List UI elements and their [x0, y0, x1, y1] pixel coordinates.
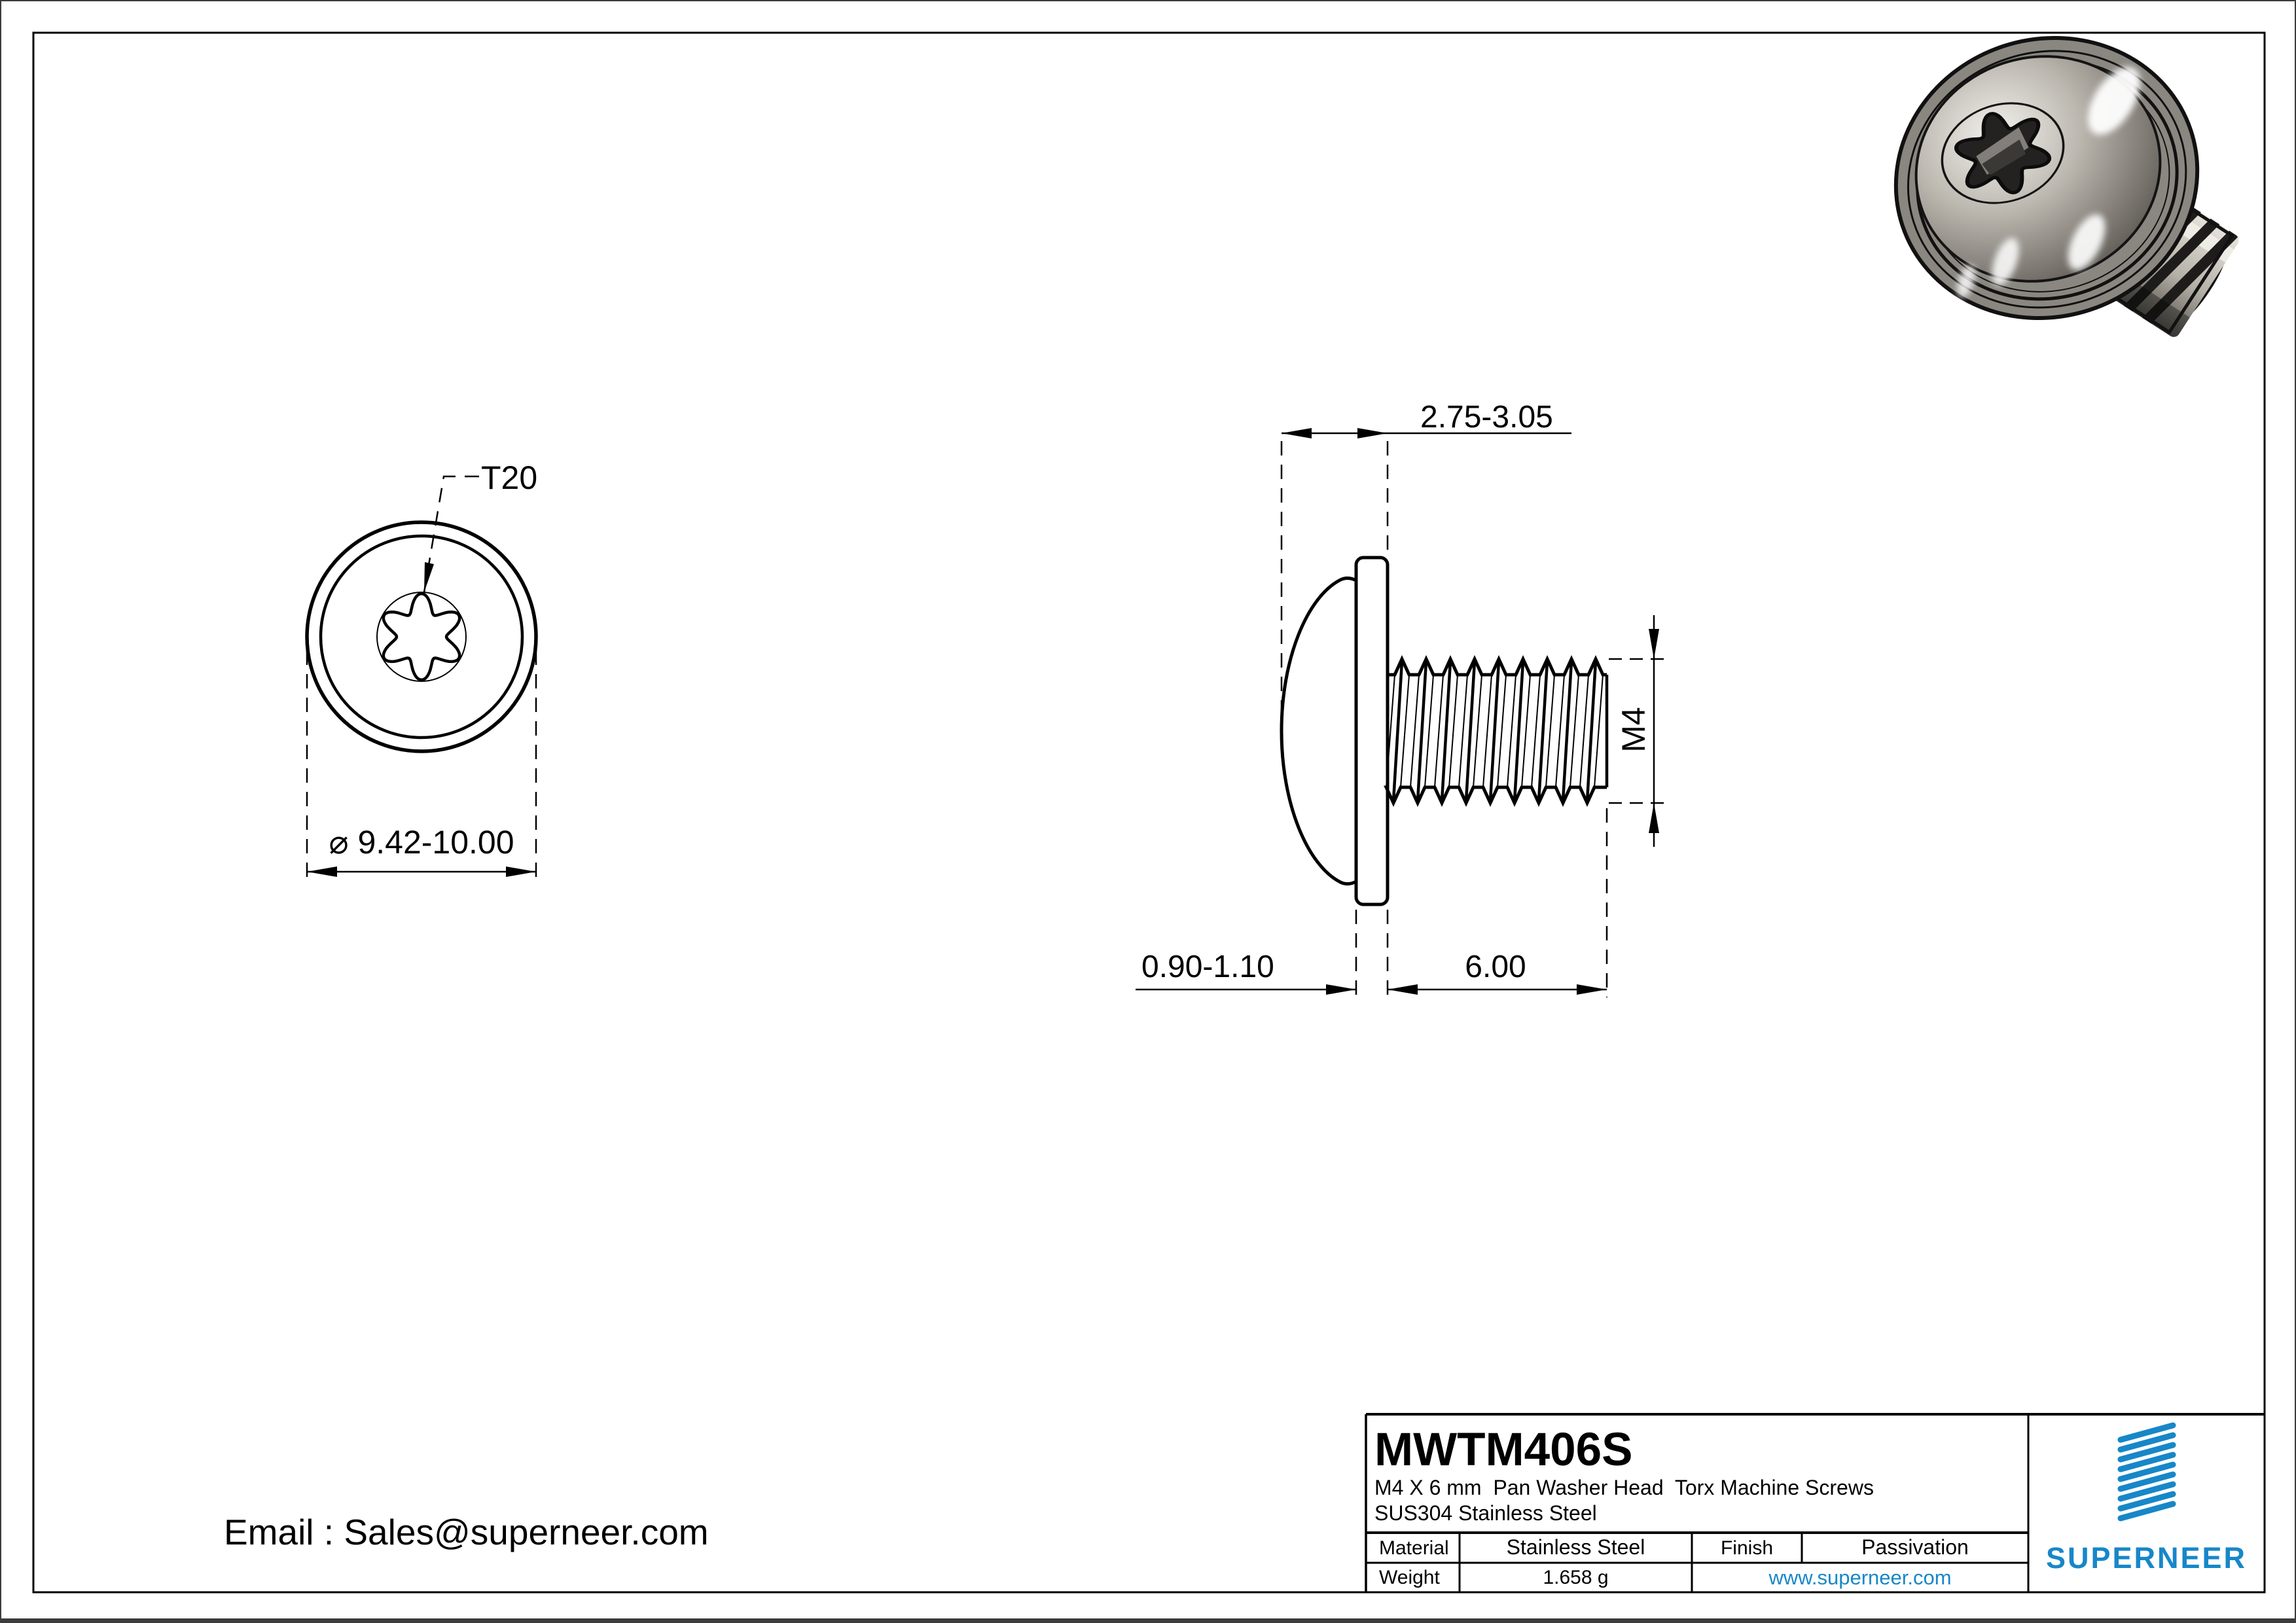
generated-linework — [1459, 675, 1467, 787]
washer-thickness-dimension: 0.90-1.10 — [1141, 950, 1274, 984]
thread-size-dimension: M4 — [1615, 707, 1652, 753]
side-view — [1136, 428, 1670, 997]
t20-leader-arrow — [424, 562, 434, 592]
arrowhead — [506, 866, 536, 877]
generated-linework — [1498, 675, 1506, 787]
generated-linework — [1425, 675, 1433, 787]
arrowhead — [1282, 428, 1312, 438]
finish-value: Passivation — [1861, 1535, 1969, 1559]
weight-label: Weight — [1379, 1567, 1440, 1588]
head-height-dimension: 2.75-3.05 — [1420, 400, 1553, 435]
torx-recess-outline — [384, 594, 459, 680]
generated-linework — [1570, 675, 1579, 787]
generated-linework — [1532, 675, 1540, 787]
material-label: Material — [1379, 1537, 1449, 1559]
head-dome-profile — [1282, 578, 1357, 883]
arrowhead — [1326, 984, 1356, 995]
part-description-line2: SUS304 Stainless Steel — [1374, 1501, 1597, 1525]
arrowhead — [1577, 984, 1607, 995]
generated-linework — [1449, 675, 1458, 787]
generated-linework — [1410, 675, 1419, 787]
arrowhead — [1357, 428, 1388, 438]
superneer-flag-icon — [2121, 1425, 2173, 1518]
thread-length-dimension: 6.00 — [1465, 950, 1526, 984]
contact-email: Email : Sales@superneer.com — [224, 1512, 709, 1552]
generated-linework — [384, 594, 459, 680]
generated-linework — [1435, 675, 1443, 787]
generated-linework — [1546, 675, 1554, 787]
generated-linework — [1401, 675, 1409, 787]
generated-linework — [1507, 675, 1516, 787]
washer-flange-profile — [1356, 558, 1388, 904]
head-diameter-dimension — [304, 826, 539, 859]
arrowhead — [1649, 803, 1659, 833]
weight-value: 1.658 g — [1543, 1567, 1609, 1588]
finish-label: Finish — [1720, 1537, 1774, 1559]
generated-linework — [1594, 675, 1603, 787]
generated-linework — [1556, 675, 1564, 787]
brand-logo-text: SUPERNEER — [2045, 1541, 2248, 1575]
arrowhead — [1388, 984, 1418, 995]
arrowhead — [307, 866, 337, 877]
generated-linework — [1580, 675, 1588, 787]
torx-size-label: T20 — [481, 459, 538, 496]
website-link[interactable]: www.superneer.com — [1768, 1566, 1952, 1589]
diameter-value: 9.42-10.00 — [357, 824, 514, 861]
part-description-line1: M4 X 6 mm Pan Washer Head Torx Machine Screws — [1374, 1476, 1874, 1499]
generated-linework — [1483, 675, 1492, 787]
cad-drawing — [1, 1, 2296, 1623]
thread-profile — [1386, 659, 1607, 803]
front-view — [307, 476, 536, 883]
part-number: MWTM406S — [1374, 1424, 1633, 1476]
generated-linework — [1473, 675, 1482, 787]
diameter-symbol: ⌀ — [329, 824, 349, 861]
material-value: Stainless Steel — [1506, 1535, 1645, 1559]
arrowhead — [1649, 629, 1659, 659]
screw-3d-render — [1859, 1, 2243, 357]
generated-linework — [1522, 675, 1530, 787]
